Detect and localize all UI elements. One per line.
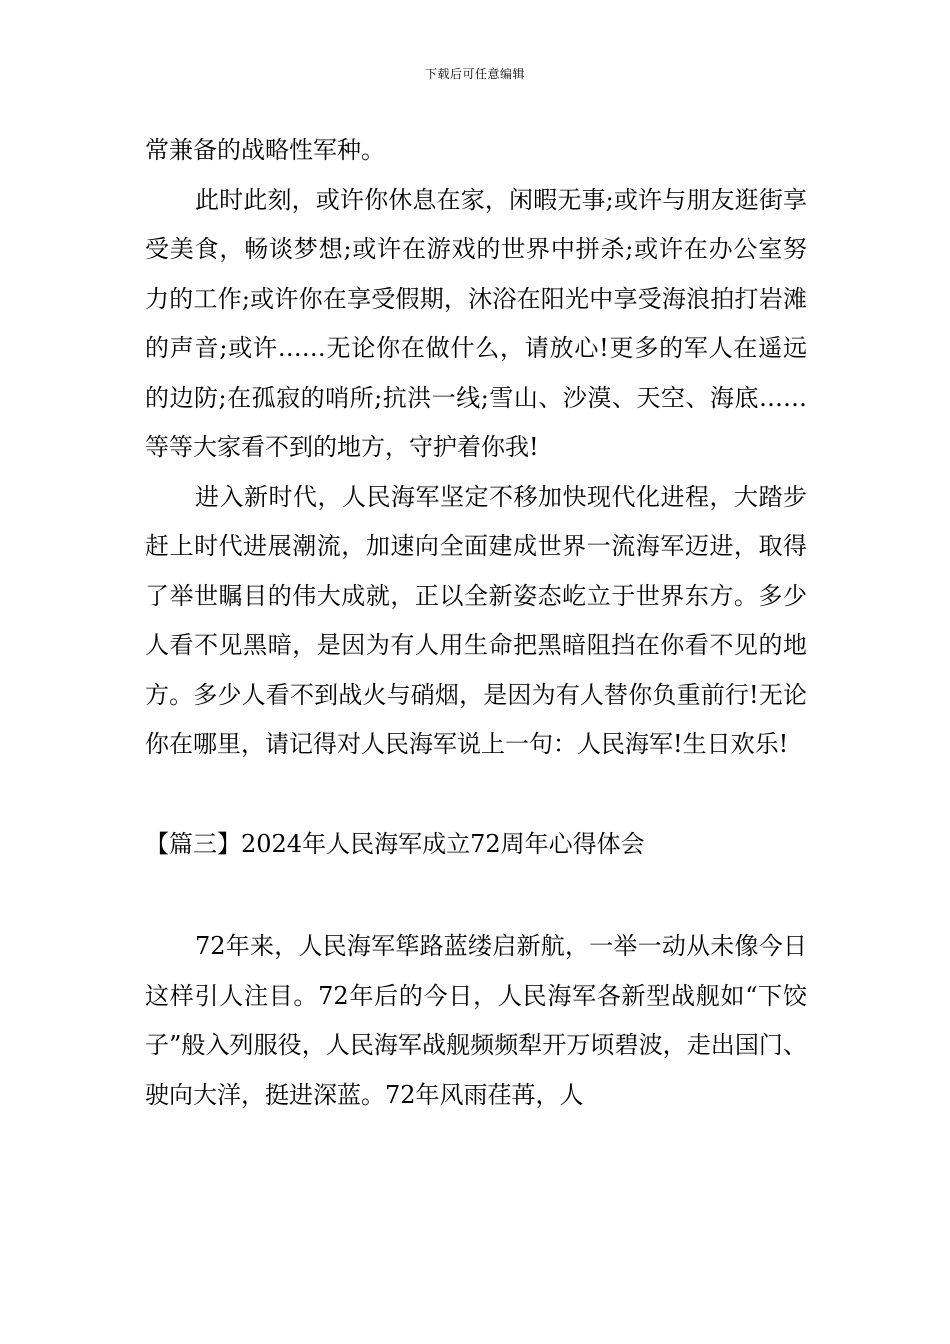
document-body xyxy=(145,126,807,1120)
page-header: 下载后可任意编辑 xyxy=(424,67,525,81)
paragraph-72-years: 72年来，人民海军筚路蓝缕启新航，一举一动从未像今日这样引人注目。72年后的今日，人民海军各新型战舰如“下饺子”般入列服役，人民海军战舰频频犁开万顷碧波，走出国门、驶向大洋，挺进深蓝。72年风雨荏苒，人 xyxy=(145,932,807,1109)
paragraph-soldiers-guarding: 此时此刻，或许你休息在家，闲暇无事;或许与朋友逛街享受美食，畅谈梦想;或许在游戏的世界中拼杀;或许在办公室努力的工作;或许你在享受假期，沐浴在阳光中享受海浪拍打岩滩的声音;或许……无论你在做什么，请放心!更多的军人在遥远的边防;在孤寂的哨所;抗洪一线;雪山、沙漠、天空、海底……等等大家看不到的地方，守护着你我! xyxy=(145,185,807,461)
section-heading: 【篇三】2024年人民海军成立72周年心得体会 xyxy=(145,829,645,858)
paragraph-continued: 常兼备的战略性军种。 xyxy=(145,136,385,164)
paragraph-new-era: 进入新时代，人民海军坚定不移加快现代化进程，大踏步赶上时代进展潮流，加速向全面建成世界一流海军迈进，取得了举世瞩目的伟大成就，正以全新姿态屹立于世界东方。多少人看不见黑暗，是因为有人用生命把黑暗阻挡在你看不见的地方。多少人看不到战火与硝烟，是因为有人替你负重前行!无论你在哪里，请记得对人民海军说上一句：人民海军!生日欢乐! xyxy=(145,482,807,758)
